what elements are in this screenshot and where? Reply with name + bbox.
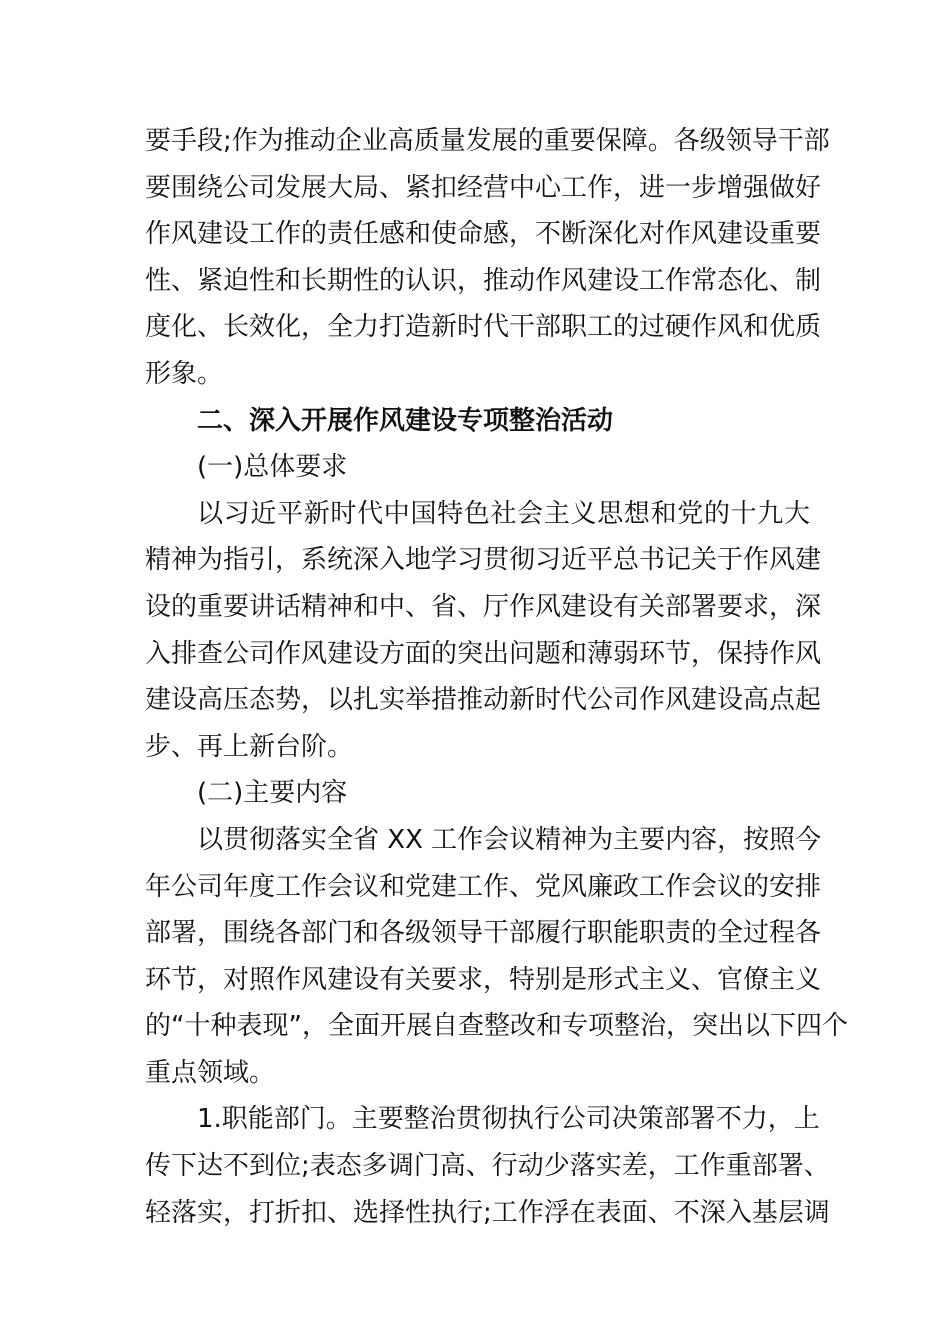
text-line: 的“十种表现”，全面开展自查整改和专项整治，突出以下四个: [145, 1011, 848, 1042]
subsection-heading-general-requirements: (一)总体要求: [197, 452, 348, 483]
text-line: 年公司年度工作会议和党建工作、党风廉政工作会议的安排: [145, 871, 822, 902]
paragraph-4: [145, 1096, 830, 1236]
text-line: 部署，围绕各部门和各级领导干部履行职能职责的全过程各: [145, 918, 822, 949]
text-line: 重点领域。: [145, 1057, 276, 1088]
text-line: 入排查公司作风建设方面的突出问题和薄弱环节，保持作风: [145, 638, 822, 669]
text-line: 建设高压态势，以扎实举措推动新时代公司作风建设高点起: [145, 685, 822, 716]
text-line: 精神为指引，系统深入地学习贯彻习近平总书记关于作风建: [145, 545, 822, 576]
text-line: 步、再上新台阶。: [145, 731, 354, 762]
text-line: 设的重要讲话精神和中、省、厅作风建设有关部署要求，深: [145, 591, 822, 622]
text-line: 传下达不到位;表态多调门高、行动少落实差，工作重部署、: [145, 1151, 830, 1182]
section-heading: 二、深入开展作风建设专项整治活动: [197, 405, 614, 436]
text-line: 以贯彻落实全省 XX 工作会议精神为主要内容，按照今: [197, 824, 822, 855]
text-line: 性、紧迫性和长期性的认识，推动作风建设工作常态化、制: [145, 265, 822, 296]
text-line: 作风建设工作的责任感和使命感，不断深化对作风建设重要: [145, 219, 822, 250]
text-line: 度化、长效化，全力打造新时代干部职工的过硬作风和优质: [145, 312, 822, 343]
text-line: 1.职能部门。主要整治贯彻执行公司决策部署不力，上: [197, 1104, 820, 1135]
paragraph-1: [145, 118, 830, 398]
text-line: 以习近平新时代中国特色社会主义思想和党的十九大: [197, 498, 810, 529]
text-line: 要围绕公司发展大局、紧扣经营中心工作，进一步增强做好: [145, 172, 822, 203]
text-line: 环节，对照作风建设有关要求，特别是形式主义、官僚主义: [145, 964, 822, 995]
paragraph-3: [145, 817, 848, 1097]
text-line: 要手段;作为推动企业高质量发展的重要保障。各级领导干部: [145, 126, 830, 156]
paragraph-2: [145, 491, 822, 771]
text-line: 轻落实，打折扣、选择性执行;工作浮在表面、不深入基层调: [145, 1197, 830, 1228]
document-body: [145, 118, 848, 1236]
subsection-heading-main-content: (二)主要内容: [197, 778, 348, 809]
text-line: 形象。: [145, 358, 224, 389]
